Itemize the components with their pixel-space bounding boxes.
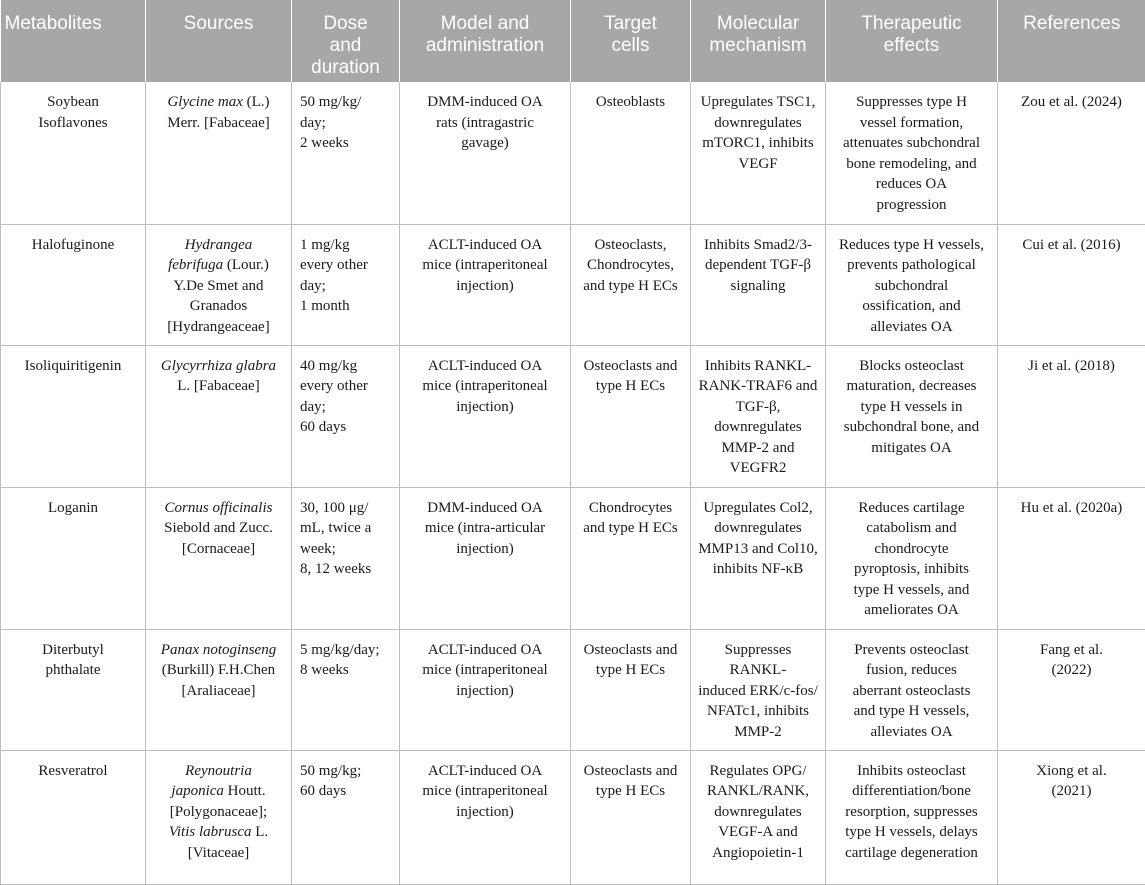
cell-line: Soybean [7,92,139,113]
cell-line: Inhibits osteoclast [832,761,991,782]
cell-line: duration [297,57,394,79]
cell-line [152,640,285,661]
cell-line: attenuates subchondral [832,133,991,154]
cell-line: Blocks osteoclast [832,356,991,377]
mechanism-cell [691,629,826,750]
cell-line: ACLT-induced OA [406,235,564,256]
cell-line: ACLT-induced OA [406,761,564,782]
cell-line: mechanism [696,35,820,57]
cell-line: differentiation/bone [832,781,991,802]
table-row [1,487,1145,629]
cell-line: mice (intraperitoneal [406,255,564,276]
cell-line: Y.De Smet and [152,276,285,297]
cell-line: RANK-TRAF6 and [697,376,819,397]
cell-line: 8 weeks [300,660,393,681]
cell-line: alleviates OA [832,317,991,338]
cell-line: 8, 12 weeks [300,559,393,580]
cell-line: [Vitaceae] [152,843,285,864]
effects-cell [826,629,998,750]
reference-cell [998,487,1145,629]
mechanism-cell [691,82,826,224]
cell-line: Suppresses type H [832,92,991,113]
table-row [1,750,1145,884]
cell-line: Upregulates TSC1, [697,92,819,113]
cell-line: [Cornaceae] [152,539,285,560]
cell-line: japonica Houtt. [152,781,285,802]
dose-cell [292,750,400,884]
cell-line: Osteoblasts [577,92,684,113]
cell-line: NFATc1, inhibits [697,701,819,722]
cell-line: Dose [297,13,394,35]
cell-line: and type H ECs [577,276,684,297]
cell-line: cartilage degeneration [832,843,991,864]
cell-line: Inhibits RANKL- [697,356,819,377]
effects-cell [826,82,998,224]
cell-line: ACLT-induced OA [406,640,564,661]
reference-cell [998,629,1145,750]
cell-line: (2021) [1004,781,1139,802]
cell-line: pyroptosis, inhibits [832,559,991,580]
reference-cell [998,750,1145,884]
table-row [1,345,1145,487]
cell-line [152,498,285,519]
cell-line: 1 month [300,296,393,317]
cell-line: mL, twice a [300,518,393,539]
cell-line: injection) [406,276,564,297]
cell-line [152,92,285,113]
header-references [998,0,1145,82]
cell-line: day; [300,397,393,418]
italic-species-name: Glycine max [167,94,242,110]
cell-line: bone remodeling, and [832,154,991,175]
cell-line: induced ERK/c-fos/ [697,681,819,702]
cell-line: Isoflavones [7,113,139,134]
model-cell [400,487,571,629]
mechanism-cell [691,224,826,345]
metabolite-cell [1,629,146,750]
cell-line: and [297,35,394,57]
cell-line: Sources [151,13,286,35]
cell-line: week; [300,539,393,560]
cell-line: mice (intraperitoneal [406,376,564,397]
reference-cell [998,82,1145,224]
cell-line: downregulates [697,417,819,438]
cell-line: mice (intra-articular [406,518,564,539]
cell-line: Zou et al. (2024) [1004,92,1139,113]
cell-line: Osteoclasts and [577,356,684,377]
cell-line: Molecular [696,13,820,35]
effects-cell [826,487,998,629]
source-cell [146,224,292,345]
header-model-administration [400,0,571,82]
model-cell [400,629,571,750]
cell-line: Upregulates Col2, [697,498,819,519]
cell-line: [Hydrangeaceae] [152,317,285,338]
italic-species-name: japonica [171,783,224,799]
source-cell [146,629,292,750]
cell-line: Xiong et al. [1004,761,1139,782]
cell-line: Diterbutyl [7,640,139,661]
cell-line: VEGF [697,154,819,175]
cell-line: injection) [406,802,564,823]
cell-line: Reduces type H vessels, [832,235,991,256]
cell-line: and type H ECs [577,518,684,539]
cell-line: cells [576,35,685,57]
cell-line: MMP13 and Col10, [697,539,819,560]
cell-line: signaling [697,276,819,297]
italic-species-name: Hydrangea [185,237,253,253]
mechanism-cell [691,487,826,629]
target-cell [571,750,691,884]
cell-line: 30, 100 μg/ [300,498,393,519]
target-cell [571,487,691,629]
cell-line: progression [832,195,991,216]
header-sources [146,0,292,82]
cell-line: VEGFR2 [697,458,819,479]
reference-cell [998,345,1145,487]
target-cell [571,345,691,487]
cell-line: subchondral [832,276,991,297]
cell-line: alleviates OA [832,722,991,743]
cell-line: Chondrocytes [577,498,684,519]
cell-line: TGF-β, [697,397,819,418]
cell-line [152,761,285,782]
cell-line: downregulates [697,113,819,134]
cell-line: downregulates [697,518,819,539]
cell-line: Ji et al. (2018) [1004,356,1139,377]
dose-cell [292,224,400,345]
dose-cell [292,82,400,224]
cell-line: Inhibits Smad2/3- [697,235,819,256]
source-cell [146,82,292,224]
model-cell [400,82,571,224]
cell-line: 50 mg/kg/ [300,92,393,113]
effects-cell [826,224,998,345]
cell-line: (Burkill) F.H.Chen [152,660,285,681]
cell-line: 1 mg/kg [300,235,393,256]
cell-line: Suppresses RANKL- [697,640,819,681]
cell-line [152,235,285,256]
cell-line: Siebold and Zucc. [152,518,285,539]
italic-species-name: Vitis labrusca [169,824,252,840]
cell-line: MMP-2 and [697,438,819,459]
italic-species-name: Cornus officinalis [165,500,273,516]
cell-line: (2022) [1004,660,1139,681]
header-therapeutic-effects [826,0,998,82]
header-row [1,0,1145,82]
cell-line: every other [300,255,393,276]
cell-line: rats (intragastric [406,113,564,134]
cell-line: inhibits NF-κB [697,559,819,580]
cell-line: subchondral bone, and [832,417,991,438]
table-body [1,82,1145,884]
dose-cell [292,629,400,750]
source-cell [146,487,292,629]
cell-line: catabolism and [832,518,991,539]
cell-line: injection) [406,539,564,560]
table-row [1,82,1145,224]
cell-line: injection) [406,397,564,418]
metabolite-cell [1,345,146,487]
effects-cell [826,345,998,487]
cell-line: DMM-induced OA [406,498,564,519]
source-rest: (L.) [243,94,270,110]
mechanism-cell [691,750,826,884]
cell-line: gavage) [406,133,564,154]
italic-species-name: febrifuga [168,257,223,273]
cell-line: Merr. [Fabaceae] [152,113,285,134]
cell-line: Prevents osteoclast [832,640,991,661]
header-target-cells [571,0,691,82]
effects-cell [826,750,998,884]
cell-line: chondrocyte [832,539,991,560]
cell-line: Osteoclasts and [577,761,684,782]
model-cell [400,750,571,884]
cell-line: fusion, reduces [832,660,991,681]
model-cell [400,224,571,345]
cell-line: 2 weeks [300,133,393,154]
cell-line: type H vessels, and [832,580,991,601]
metabolite-cell [1,750,146,884]
cell-line: 60 days [300,781,393,802]
header-dose-duration [292,0,400,82]
metabolite-cell [1,224,146,345]
reference-cell [998,224,1145,345]
cell-line: mice (intraperitoneal [406,660,564,681]
cell-line: injection) [406,681,564,702]
cell-line: VEGF-A and [697,822,819,843]
cell-line: aberrant osteoclasts [832,681,991,702]
cell-line: effects [831,35,992,57]
cell-line: Hu et al. (2020a) [1004,498,1139,519]
cell-line: 5 mg/kg/day; [300,640,393,661]
cell-line: Reduces cartilage [832,498,991,519]
cell-line: every other [300,376,393,397]
target-cell [571,629,691,750]
cell-line: ameliorates OA [832,600,991,621]
italic-species-name: Reynoutria [185,763,252,779]
cell-line: 40 mg/kg [300,356,393,377]
cell-line: Therapeutic [831,13,992,35]
cell-line: MMP-2 [697,722,819,743]
cell-line: resorption, suppresses [832,802,991,823]
cell-line: prevents pathological [832,255,991,276]
cell-line: Model and [405,13,565,35]
cell-line: febrifuga (Lour.) [152,255,285,276]
cell-line: dependent TGF-β [697,255,819,276]
cell-line: Regulates OPG/ [697,761,819,782]
cell-line: Osteoclasts, [577,235,684,256]
table-row [1,629,1145,750]
dose-cell [292,487,400,629]
mechanism-cell [691,345,826,487]
cell-line: [Araliaceae] [152,681,285,702]
model-cell [400,345,571,487]
cell-line: type H ECs [577,660,684,681]
cell-line: References [1003,13,1141,35]
cell-line: Cui et al. (2016) [1004,235,1139,256]
metabolite-cell [1,487,146,629]
cell-line: type H ECs [577,781,684,802]
cell-line: Isoliquiritigenin [7,356,139,377]
cell-line: administration [405,35,565,57]
cell-line: Granados [152,296,285,317]
cell-line: type H ECs [577,376,684,397]
cell-line: Angiopoietin-1 [697,843,819,864]
cell-line: type H vessels, delays [832,822,991,843]
cell-line: [Polygonaceae]; [152,802,285,823]
italic-species-name: Glycyrrhiza glabra [161,358,276,374]
cell-line: Loganin [7,498,139,519]
cell-line: mice (intraperitoneal [406,781,564,802]
cell-line: phthalate [7,660,139,681]
cell-line: mitigates OA [832,438,991,459]
cell-line: Target [576,13,685,35]
target-cell [571,82,691,224]
cell-line: day; [300,113,393,134]
cell-line: reduces OA [832,174,991,195]
source-cell [146,345,292,487]
metabolite-cell [1,82,146,224]
cell-line: Osteoclasts and [577,640,684,661]
cell-line: vessel formation, [832,113,991,134]
table-row [1,224,1145,345]
cell-line: DMM-induced OA [406,92,564,113]
cell-line: day; [300,276,393,297]
header-metabolites [1,0,146,82]
dose-cell [292,345,400,487]
cell-line: maturation, decreases [832,376,991,397]
cell-line: 50 mg/kg; [300,761,393,782]
cell-line: L. [Fabaceae] [152,376,285,397]
target-cell [571,224,691,345]
cell-line: ossification, and [832,296,991,317]
cell-line: Metabolites [5,13,141,35]
cell-line: Vitis labrusca L. [152,822,285,843]
cell-line: ACLT-induced OA [406,356,564,377]
source-cell [146,750,292,884]
header-molecular-mechanism [691,0,826,82]
cell-line: downregulates [697,802,819,823]
italic-species-name: Panax notoginseng [161,642,276,658]
cell-line: type H vessels in [832,397,991,418]
cell-line: mTORC1, inhibits [697,133,819,154]
cell-line: 60 days [300,417,393,438]
cell-line: Resveratrol [7,761,139,782]
cell-line [152,356,285,377]
cell-line: and type H vessels, [832,701,991,722]
table-header [1,0,1145,82]
cell-line: Fang et al. [1004,640,1139,661]
cell-line: Halofuginone [7,235,139,256]
cell-line: Chondrocytes, [577,255,684,276]
cell-line: RANKL/RANK, [697,781,819,802]
